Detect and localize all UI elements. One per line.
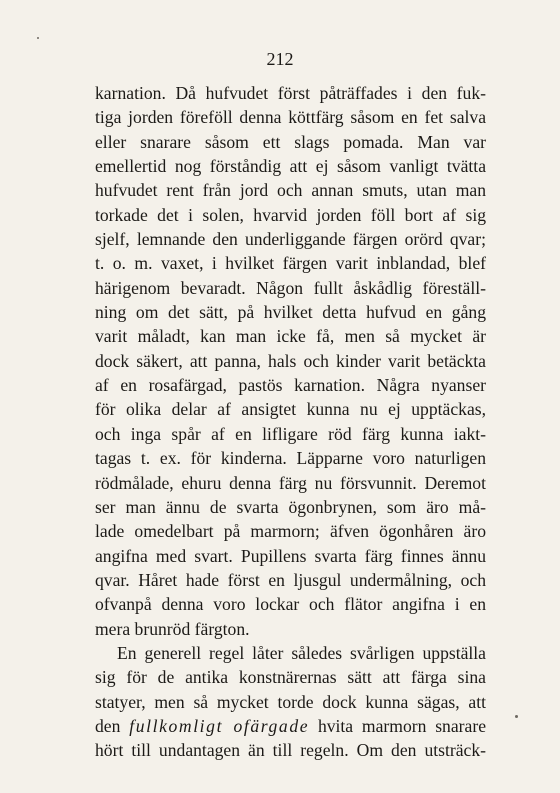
text-line: sig för de antika konstnärernas sätt att färga sina (95, 667, 486, 688)
text-line: lade omedelbart på marmorn; äfven ögonhåren äro (95, 521, 486, 542)
text-line: dock säkert, att panna, hals och kinder varit betäckta (95, 350, 486, 371)
page-number: 212 (266, 49, 294, 69)
text-line: rödmålade, ehuru denna färg nu försvunnit. Deremot (95, 472, 486, 493)
text-line: emellertid nog förståndig att ej såsom vanligt tvätta (95, 156, 486, 177)
text-line: hufvudet rent från jord och annan smuts, utan man (95, 180, 486, 201)
text-line: och inga spår af en lifligare röd färg kunna iakt- (95, 423, 486, 444)
text-line: tagas t. ex. för kinderna. Läpparne voro naturligen (95, 448, 486, 469)
text-line: ofvanpå denna voro lockar och flätor angifna i en (95, 594, 486, 615)
text-line: varit måladt, kan man icke få, men så mycket är (95, 326, 486, 347)
paragraph-start-line: En generell regel låter således svårligen uppställa (117, 642, 486, 663)
text-line: statyer, men så mycket torde dock kunna sägas, att (95, 691, 486, 712)
text-line: qvar. Håret hade först en ljusgul undermålning, och (95, 569, 486, 590)
text-line: ning om det sätt, på hvilket detta hufvud en gång (95, 302, 486, 323)
text-line: härigenom bevaradt. Någon fullt åskådlig föreställ- (95, 277, 486, 298)
text-line: karnation. Då hufvudet först påträffades i den fuk- (95, 83, 486, 103)
body-text (95, 81, 486, 763)
text-fragment: den (95, 715, 130, 736)
emphasized-phrase: fullkomligt ofärgade (129, 715, 310, 736)
text-line: tiga jorden föreföll denna köttfärg såsom en fet salva (95, 107, 486, 128)
text-line (95, 714, 486, 738)
text-line: sjelf, lemnande den underliggande färgen orörd qvar; (95, 229, 486, 250)
text-line: torkade det i solen, hvarvid jorden föll bort af sig (95, 204, 486, 225)
text-line: hört till undantagen än till regeln. Om den utsträck- (95, 740, 486, 761)
paper-speck (37, 37, 39, 39)
text-line: för olika delar af ansigtet kunna nu ej upptäckas, (95, 399, 486, 420)
text-line: t. o. m. vaxet, i hvilket färgen varit inblandad, blef (95, 253, 486, 274)
paragraph-end-line: mera brunröd färgton. (95, 618, 250, 639)
paper-speck (515, 715, 518, 718)
text-fragment: hvita marmorn snarare (309, 715, 486, 736)
text-line: eller snarare såsom ett slags pomada. Man var (95, 131, 486, 152)
text-line: ser man ännu de svarta ögonbrynen, som äro må- (95, 496, 486, 517)
text-line: af en rosafärgad, pastös karnation. Några nyanser (95, 375, 486, 396)
text-line: angifna med svart. Pupillens svarta färg finnes ännu (95, 545, 486, 566)
